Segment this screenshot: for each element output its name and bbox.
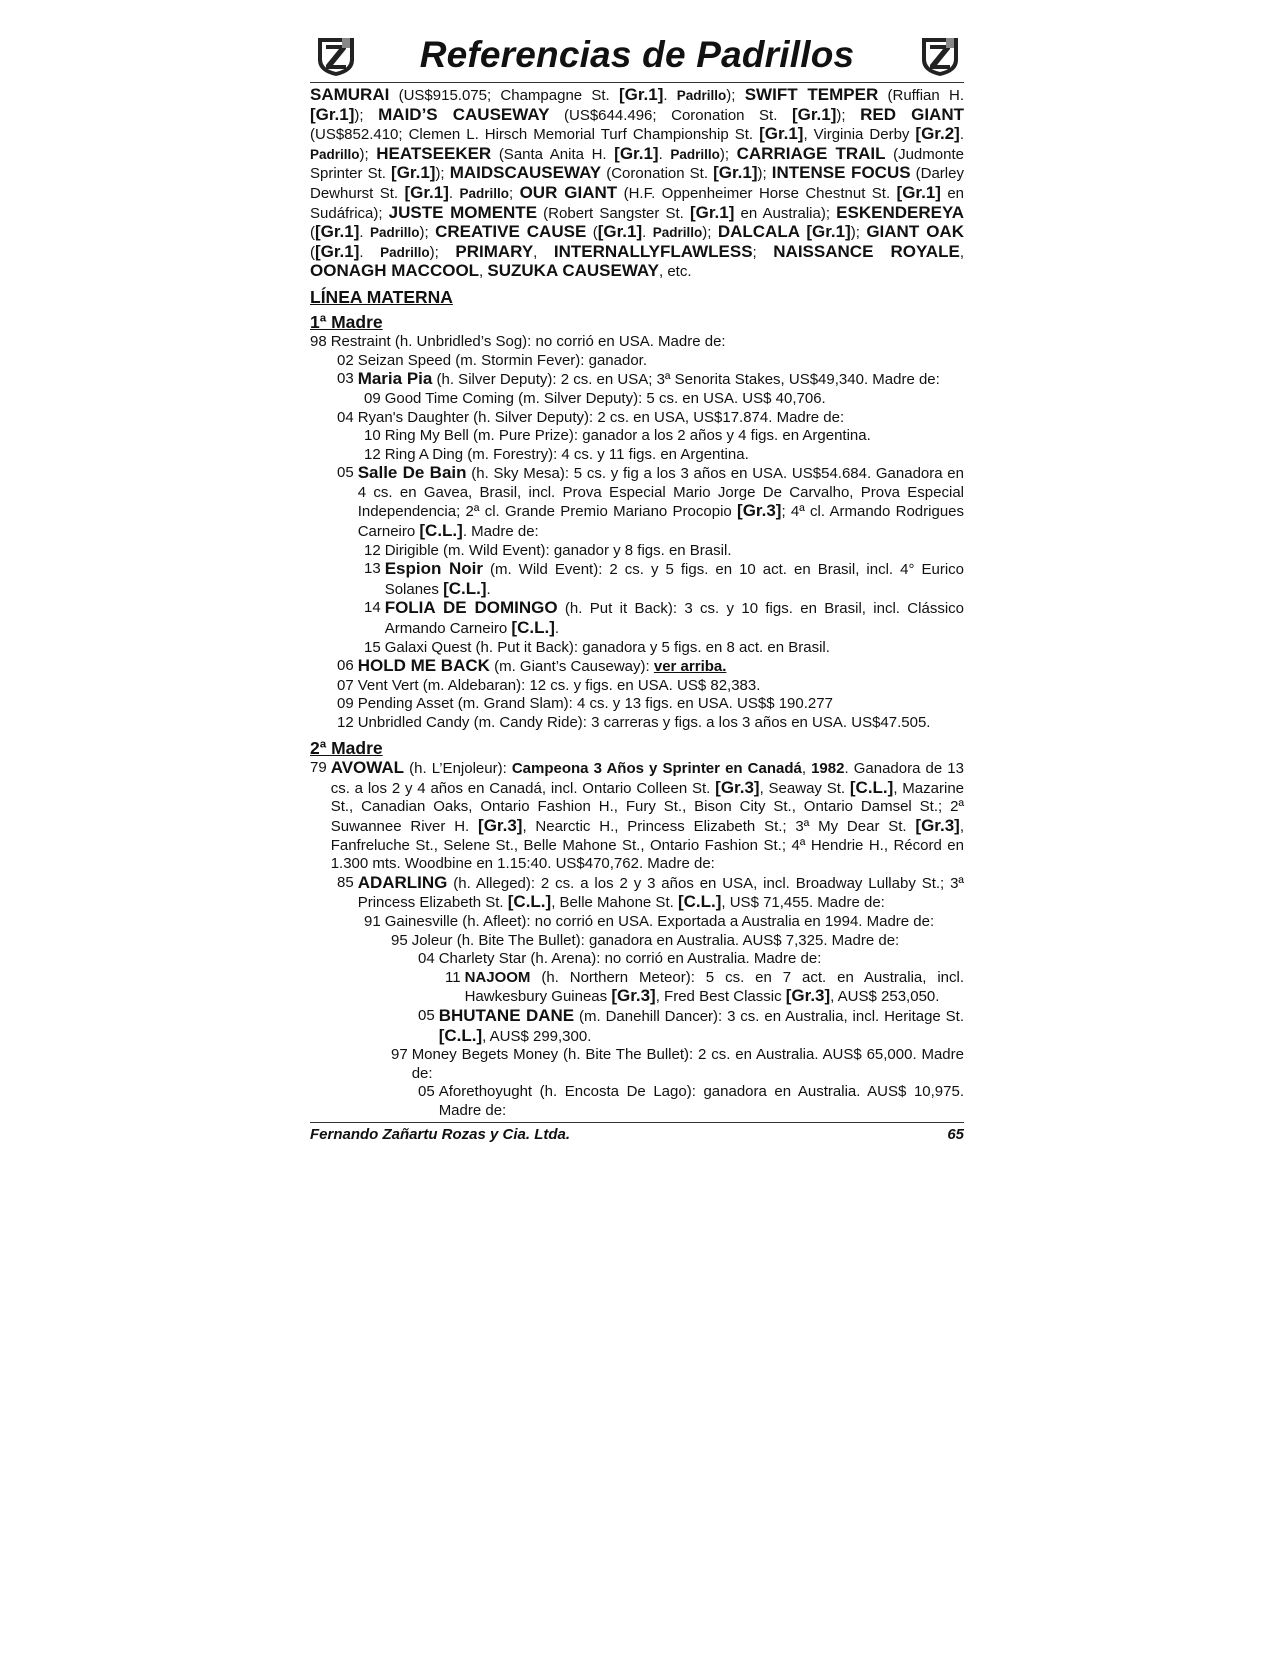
pedigree-entry — [310, 1083, 964, 1120]
pedigree-entry — [310, 950, 964, 969]
entry-year: 79 — [310, 759, 327, 777]
entry-year: 06 — [337, 657, 354, 675]
entry-text: Joleur (h. Bite The Bullet): ganadora en Australia. AUS$ 7,325. Madre de: — [411, 931, 900, 949]
entry-year: 85 — [337, 873, 354, 891]
entry-text: Charlety Star (h. Arena): no corrió en Australia. Madre de: — [438, 950, 822, 968]
entry-text: Pending Asset (m. Grand Slam): 4 cs. y 13 figs. en USA. US$$ 190.277 — [357, 695, 833, 713]
section-heading: 1ª Madre — [310, 311, 383, 332]
page-footer — [310, 1122, 964, 1143]
pedigree-entry — [310, 677, 964, 696]
entry-year: 05 — [337, 464, 354, 482]
entry-year: 03 — [337, 370, 354, 388]
entry-text: Salle De Bain (h. Sky Mesa): 5 cs. y fig a los 3 años en USA. US$54.684. Ganadora en 4 cs. en Gavea, Brasil, incl. Prova Especial Mario Jorge De Carvalho, Prova Especial Independencia; 2ª cl. Grande Premio Mariano Procopio [Gr.3]; 4ª cl. Armando Rodrigues Carneiro [C.L.]. Madre de: — [357, 463, 964, 541]
entry-year: 09 — [364, 389, 381, 407]
document-body — [310, 86, 964, 1120]
pedigree-entry — [310, 409, 964, 428]
entry-year: 12 — [364, 445, 381, 463]
entry-year: 05 — [418, 1083, 435, 1101]
pedigree-entry — [310, 427, 964, 446]
section-heading: 2ª Madre — [310, 737, 383, 758]
entry-year: 15 — [364, 638, 381, 656]
entry-year: 11 — [445, 968, 461, 986]
page-number: 65 — [947, 1126, 964, 1144]
page-header — [310, 30, 964, 83]
pedigree-entry — [310, 969, 964, 1007]
pedigree-entry — [310, 1046, 964, 1083]
entry-year: 04 — [418, 950, 435, 968]
entry-year: 02 — [337, 351, 354, 369]
fz-logo-icon — [918, 34, 962, 78]
pedigree-entry — [310, 657, 964, 677]
entry-text: BHUTANE DANE (m. Danehill Dancer): 3 cs. en Australia, incl. Heritage St. [C.L.], AUS$ 299,300. — [438, 1005, 964, 1045]
entry-text: Seizan Speed (m. Stormin Fever): ganador. — [357, 351, 647, 369]
pedigree-entry — [310, 714, 964, 733]
entry-year: 95 — [391, 931, 408, 949]
pedigree-entry — [310, 1007, 964, 1046]
entry-text: Maria Pia (h. Silver Deputy): 2 cs. en USA; 3ª Senorita Stakes, US$49,340. Madre de: — [357, 369, 940, 389]
entry-year: 09 — [337, 695, 354, 713]
entry-year: 14 — [364, 599, 381, 617]
entry-year: 04 — [337, 408, 354, 426]
entry-text: HOLD ME BACK (m. Giant’s Causeway): ver arriba. — [357, 656, 727, 676]
entry-year: 10 — [364, 427, 381, 445]
pedigree-entry — [310, 913, 964, 932]
pedigree-entry — [310, 464, 964, 541]
intro-paragraph: SAMURAI (US$915.075; Champagne St. [Gr.1]. Padrillo); SWIFT TEMPER (Ruffian H. [Gr.1]); MAID’S CAUSEWAY (US$644.496; Coronation St. [Gr.1]); RED GIANT (US$852.410; Clemen L. Hirsch Memorial Turf Championship St. [Gr.1], Virginia Derby [Gr.2]. Padrillo); HEATSEEKER (Santa Anita H. [Gr.1]. Padrillo); CARRIAGE TRAIL (Judmonte Sprinter St. [Gr.1]); MAIDSCAUSEWAY (Coronation St. [Gr.1]); INTENSE FOCUS (Darley Dewhurst St. [Gr.1]. Padrillo; OUR GIANT (H.F. Oppenheimer Horse Chestnut St. [Gr.1] en Sudáfrica); JUSTE MOMENTE (Robert Sangster St. [Gr.1] en Australia); ESKENDEREYA ([Gr.1]. Padrillo); CREATIVE CAUSE ([Gr.1]. Padrillo); DALCALA [Gr.1]); GIANT OAK ([Gr.1]. Padrillo); PRIMARY, INTERNALLYFLAWLESS; NAISSANCE ROYALE, OONAGH MACCOOL, SUZUKA CAUSEWAY, etc. — [310, 85, 965, 281]
entry-text: Gainesville (h. Afleet): no corrió en USA. Exportada a Australia en 1994. Madre de: — [384, 912, 935, 930]
entry-year: 13 — [364, 560, 381, 578]
entry-text: Espion Noir (m. Wild Event): 2 cs. y 5 figs. en 10 act. en Brasil, incl. 4° Eurico Solanes [C.L.]. — [384, 559, 964, 598]
entry-text: AVOWAL (h. L’Enjoleur): Campeona 3 Años y Sprinter en Canadá, 1982. Ganadora de 13 cs. a los 2 y 4 años en Canadá, incl. Ontario Colleen St. [Gr.3], Seaway St. [C.L.], Mazarine St., Canadian Oaks, Ontario Fashion H., Fury St., Bison City St., Ontario Damsel St.; 2ª Suwannee River H. [Gr.3], Nearctic H., Princess Elizabeth St.; 3ª My Dear St. [Gr.3], Fanfreluche St., Selene St., Belle Mahone St., Ontario Fashion St.; 4ª Hendrie H., Récord en 1.300 mts. Woodbine en 1.15:40. US$470,762. Madre de: — [330, 758, 965, 873]
entry-text: Galaxi Quest (h. Put it Back): ganadora y 5 figs. en 8 act. en Brasil. — [384, 638, 830, 656]
pedigree-entry — [310, 759, 964, 874]
pedigree-entry — [310, 932, 964, 951]
pedigree-entry — [310, 390, 964, 409]
entry-text: ADARLING (h. Alleged): 2 cs. a los 2 y 3 años en USA, incl. Broadway Lullaby St.; 3ª Princess Elizabeth St. [C.L.], Belle Mahone St. [C.L.], US$ 71,455. Madre de: — [357, 872, 964, 912]
pedigree-entry — [310, 695, 964, 714]
entry-year: 98 — [310, 333, 327, 351]
pedigree-entry — [310, 446, 964, 465]
pedigree-entry — [310, 542, 964, 561]
entry-text: Aforethoyught (h. Encosta De Lago): ganadora en Australia. AUS$ 10,975. Madre de: — [438, 1083, 964, 1119]
entry-text: Dirigible (m. Wild Event): ganador y 8 figs. en Brasil. — [384, 541, 732, 559]
entry-text: Restraint (h. Unbridled’s Sog): no corrió en USA. Madre de: — [330, 333, 726, 351]
pedigree-entry — [310, 333, 964, 352]
entry-year: 07 — [337, 676, 354, 694]
entry-text: Ring A Ding (m. Forestry): 4 cs. y 11 figs. en Argentina. — [384, 445, 749, 463]
entry-year: 12 — [364, 541, 381, 559]
entry-text: NAJOOM (h. Northern Meteor): 5 cs. en 7 act. en Australia, incl. Hawkesbury Guineas [Gr.3], Fred Best Classic [Gr.3], AUS$ 253,050. — [464, 968, 964, 1006]
pedigree-entry — [310, 560, 964, 599]
pedigree-entry — [310, 599, 964, 638]
section-heading: LÍNEA MATERNA — [310, 286, 453, 307]
maternal-line — [310, 288, 964, 1121]
entry-text: FOLIA DE DOMINGO (h. Put it Back): 3 cs. y 10 figs. en Brasil, incl. Clássico Armando Carneiro [C.L.]. — [384, 598, 964, 638]
pedigree-entry — [310, 352, 964, 371]
pedigree-entry — [310, 874, 964, 913]
entry-year: 05 — [418, 1006, 435, 1024]
entry-text: Good Time Coming (m. Silver Deputy): 5 cs. en USA. US$ 40,706. — [384, 389, 826, 407]
entry-text: Ryan's Daughter (h. Silver Deputy): 2 cs. en USA, US$17.874. Madre de: — [357, 408, 845, 426]
entry-text: Ring My Bell (m. Pure Prize): ganador a los 2 años y 4 figs. en Argentina. — [384, 427, 871, 445]
page-title: Referencias de Padrillos — [419, 34, 855, 75]
pedigree-entry — [310, 370, 964, 390]
footer-company: Fernando Zañartu Rozas y Cia. Ltda. — [310, 1126, 571, 1144]
entry-text: Vent Vert (m. Aldebaran): 12 cs. y figs. en USA. US$ 82,383. — [357, 676, 761, 694]
entry-year: 91 — [364, 912, 381, 930]
document-page — [310, 30, 964, 1143]
entry-text: Money Begets Money (h. Bite The Bullet): 2 cs. en Australia. AUS$ 65,000. Madre de: — [411, 1046, 964, 1082]
entry-text: Unbridled Candy (m. Candy Ride): 3 carreras y figs. a los 3 años en USA. US$47.505. — [357, 714, 931, 731]
entry-year: 97 — [391, 1046, 408, 1064]
entry-year: 12 — [337, 714, 354, 731]
pedigree-entry — [310, 639, 964, 658]
